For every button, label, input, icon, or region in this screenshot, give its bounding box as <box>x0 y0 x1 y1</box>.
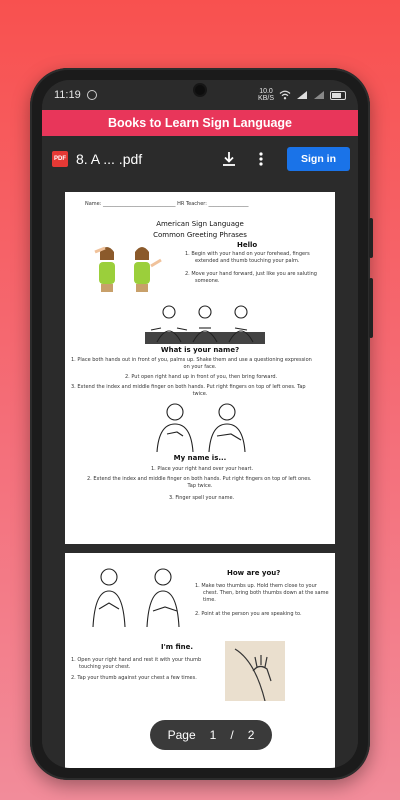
fine-step-2: 2. Tap your thumb against your chest a few times. <box>71 675 197 681</box>
hello-heading: Hello <box>237 241 258 249</box>
file-name: 8. A ... .pdf <box>76 151 143 167</box>
wifi-icon <box>279 90 291 100</box>
clock: 11:19 <box>54 89 81 101</box>
what-step-2: 2. Put open right hand up in front of you, then bring forward. <box>125 374 278 380</box>
how-step-1: 1. Make two thumbs up. Hold them close to your <box>195 583 317 589</box>
notification-icon <box>87 90 97 100</box>
im-fine-illustration <box>225 641 285 701</box>
my-name-step-2: 2. Extend the index and middle finger on both hands. Put right fingers on top of left ones. <box>87 476 312 482</box>
network-speed: 10.0 KB/S <box>258 88 274 102</box>
fine-heading: I'm fine. <box>161 643 194 651</box>
current-page: 1 <box>209 728 217 742</box>
how-step-1-cont-2: time. <box>203 597 216 603</box>
battery-icon <box>330 91 346 100</box>
fine-step-1: 1. Open your right hand and rest it with your thumb <box>71 657 202 663</box>
pdf-page-1 <box>65 192 335 544</box>
how-are-you-illustration <box>83 565 193 627</box>
download-icon[interactable] <box>219 149 239 169</box>
my-name-step-3: 3. Finger spell your name. <box>169 495 235 501</box>
pdf-file-icon: PDF <box>52 151 68 167</box>
name-line: Name: _____________________________ HR Teacher: ________________ <box>85 201 249 207</box>
pdf-viewer[interactable] <box>42 182 358 768</box>
my-name-heading: My name is... <box>173 454 227 462</box>
hello-illustration <box>87 242 165 294</box>
hello-step-1-cont: extended and thumb touching your palm. <box>195 258 300 264</box>
hello-step-1: 1. Begin with your hand on your forehead, fingers <box>185 251 310 257</box>
page-separator: / <box>230 728 234 742</box>
what-step-3: 3. Extend the index and middle finger on both hands. Put right fingers on top of left ones. Tap <box>71 384 306 390</box>
what-step-3-cont: twice. <box>192 391 208 397</box>
status-bar <box>42 80 358 110</box>
page-label: Page <box>167 728 196 742</box>
sign-in-button[interactable]: Sign in <box>287 147 350 171</box>
my-name-illustration <box>147 400 257 452</box>
what-step-1-cont: on your face. <box>183 364 217 370</box>
page-indicator <box>150 720 272 750</box>
volume-button <box>369 218 373 258</box>
signal-2-icon <box>313 90 325 100</box>
app-title-bar <box>42 110 358 136</box>
total-pages: 2 <box>247 728 255 742</box>
what-heading: What is your name? <box>160 346 240 354</box>
what-step-1: 1. Place both hands out in front of you, palms up. Shake them and use a questioning expression <box>71 357 312 363</box>
screen <box>42 80 358 768</box>
power-button <box>369 278 373 338</box>
more-options-icon[interactable] <box>251 149 271 169</box>
front-camera <box>195 85 205 95</box>
app-title: Books to Learn Sign Language <box>107 116 293 130</box>
signal-icon <box>296 90 308 100</box>
phone-frame <box>30 68 370 780</box>
how-step-1-cont: chest. Then, bring both thumbs down at the same <box>203 590 329 596</box>
my-name-step-2-cont: Tap twice. <box>187 483 213 489</box>
how-step-2: 2. Point at the person you are speaking to. <box>195 611 302 617</box>
doc-title-line-2: Common Greeting Phrases <box>153 231 247 239</box>
what-name-illustration <box>145 302 265 344</box>
pdf-toolbar <box>42 136 358 182</box>
fine-step-1-cont: touching your chest. <box>79 664 131 670</box>
doc-title-line-1: American Sign Language <box>156 220 244 228</box>
hello-step-2-cont: someone. <box>195 278 220 284</box>
hello-step-2: 2. Move your hand forward, just like you are saluting <box>185 271 317 277</box>
my-name-step-1: 1. Place your right hand over your heart. <box>151 466 254 472</box>
how-heading: How are you? <box>227 569 281 577</box>
